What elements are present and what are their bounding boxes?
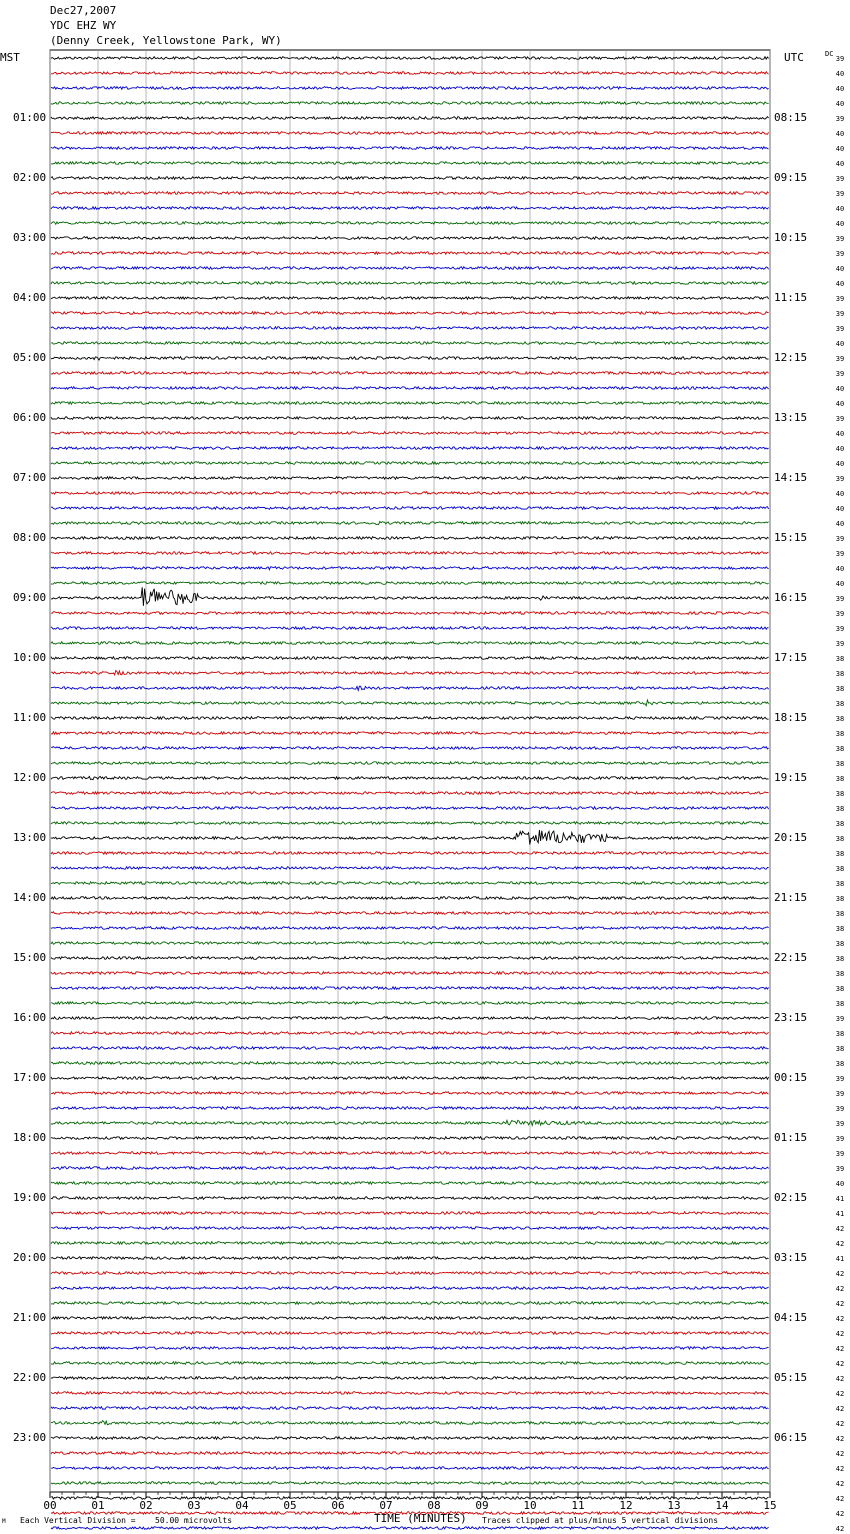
dc-offset-value: 40	[835, 565, 845, 573]
dc-offset-value: 38	[835, 655, 845, 663]
dc-offset-value: 39	[835, 475, 845, 483]
dc-offset-value: 42	[835, 1240, 845, 1248]
trace-row-8	[51, 177, 769, 180]
dc-offset-value: 42	[835, 1225, 845, 1233]
dc-offset-value: 38	[835, 685, 845, 693]
right-hour-label: 02:15	[774, 1191, 808, 1204]
trace-row-89	[51, 1392, 769, 1395]
trace-row-1	[51, 72, 769, 75]
dc-offset-value: 42	[835, 1270, 845, 1278]
dc-offset-value: 39	[835, 1105, 845, 1113]
trace-row-9	[51, 192, 769, 195]
dc-offset-value: 38	[835, 865, 845, 873]
dc-offset-value: 39	[835, 415, 845, 423]
trace-row-60	[51, 957, 769, 960]
left-hour-label: 01:00	[13, 111, 47, 124]
dc-offset-value: 42	[835, 1450, 845, 1458]
dc-offset-value: 39	[835, 175, 845, 183]
dc-offset-value: 42	[835, 1435, 845, 1443]
dc-offset-value: 38	[835, 1045, 845, 1053]
dc-offset-value: 38	[835, 745, 845, 753]
dc-offset-value: 40	[835, 490, 845, 498]
dc-offset-value: 39	[835, 535, 845, 543]
right-hour-label: 13:15	[774, 411, 808, 424]
trace-row-77	[51, 1212, 769, 1215]
dc-offset-value: 40	[835, 340, 845, 348]
dc-offset-value: 40	[835, 85, 845, 93]
trace-row-88	[51, 1377, 769, 1380]
trace-row-83	[51, 1302, 769, 1305]
trace-row-94	[51, 1467, 769, 1470]
dc-offset-value: 38	[835, 880, 845, 888]
dc-offset-value: 40	[835, 280, 845, 288]
left-hour-label: 18:00	[13, 1131, 47, 1144]
dc-offset-value: 38	[835, 715, 845, 723]
trace-row-87	[51, 1362, 769, 1365]
x-tick-label-05: 05	[283, 1499, 297, 1512]
trace-row-46	[51, 747, 769, 750]
dc-offset-value: 38	[835, 985, 845, 993]
right-hour-label: 09:15	[774, 171, 808, 184]
dc-offset-value: 39	[835, 235, 845, 243]
dc-offset-value: 39	[835, 250, 845, 258]
x-tick-label-15: 15	[763, 1499, 777, 1512]
trace-row-41	[51, 671, 769, 675]
dc-offset-value: 38	[835, 805, 845, 813]
left-hour-label: 12:00	[13, 771, 47, 784]
trace-row-24	[51, 417, 769, 420]
dc-offset-value: 38	[835, 850, 845, 858]
trace-row-50	[51, 807, 769, 810]
dc-offset-value: 38	[835, 970, 845, 978]
dc-offset-value: 40	[835, 1180, 845, 1188]
left-hour-label: 10:00	[13, 651, 47, 664]
dc-offset-value: 40	[835, 220, 845, 228]
dc-offset-value: 39	[835, 370, 845, 378]
trace-row-57	[51, 912, 769, 915]
dc-offset-value: 39	[835, 295, 845, 303]
corner-mark: M	[2, 1518, 6, 1525]
trace-row-36	[51, 587, 769, 606]
right-hour-label: 03:15	[774, 1251, 808, 1264]
trace-row-10	[51, 207, 769, 210]
trace-row-14	[51, 267, 769, 270]
trace-row-11	[51, 222, 769, 225]
dc-offset-value: 38	[835, 760, 845, 768]
chart-date: Dec27,2007	[50, 4, 117, 17]
left-hour-label: 02:00	[13, 171, 47, 184]
trace-row-56	[51, 897, 769, 900]
dc-offset-value: 39	[835, 625, 845, 633]
dc-offset-value: 42	[835, 1285, 845, 1293]
trace-row-93	[51, 1452, 769, 1455]
trace-row-68	[51, 1077, 769, 1080]
dc-offset-value: 40	[835, 430, 845, 438]
dc-offset-value: 40	[835, 385, 845, 393]
dc-offset-value: 42	[835, 1390, 845, 1398]
dc-offset-value: 42	[835, 1510, 845, 1518]
dc-offset-value: 39	[835, 355, 845, 363]
trace-row-74	[51, 1167, 769, 1170]
dc-offset-value: 40	[835, 400, 845, 408]
trace-row-51	[51, 822, 769, 825]
left-hour-label: 16:00	[13, 1011, 47, 1024]
dc-offset-value: 42	[835, 1420, 845, 1428]
trace-row-92	[51, 1437, 769, 1440]
trace-row-4	[51, 117, 769, 120]
left-hour-label: 21:00	[13, 1311, 47, 1324]
dc-offset-value: 40	[835, 445, 845, 453]
dc-offset-value: 42	[835, 1465, 845, 1473]
trace-row-47	[51, 762, 769, 765]
x-tick-label-13: 13	[667, 1499, 681, 1512]
trace-row-13	[51, 252, 769, 255]
trace-row-63	[51, 1002, 769, 1005]
dc-offset-value: 38	[835, 940, 845, 948]
dc-offset-value: 39	[835, 1090, 845, 1098]
dc-offset-value: 38	[835, 895, 845, 903]
trace-row-32	[51, 537, 769, 540]
dc-offset-value: 40	[835, 130, 845, 138]
trace-row-44	[51, 717, 769, 720]
dc-offset-value: 38	[835, 775, 845, 783]
dc-offset-value: 38	[835, 730, 845, 738]
trace-row-80	[51, 1257, 769, 1260]
trace-row-81	[51, 1272, 769, 1275]
trace-row-12	[51, 237, 769, 240]
trace-row-2	[51, 87, 769, 90]
x-tick-label-03: 03	[187, 1499, 201, 1512]
right-hour-label: 10:15	[774, 231, 808, 244]
x-tick-label-01: 01	[91, 1499, 105, 1512]
dc-offset-value: 38	[835, 955, 845, 963]
trace-row-96	[51, 1497, 769, 1500]
trace-row-35	[51, 582, 769, 585]
right-hour-label: 17:15	[774, 651, 808, 664]
dc-offset-value: 39	[835, 1150, 845, 1158]
left-hour-label: 19:00	[13, 1191, 47, 1204]
trace-row-29	[51, 492, 769, 495]
left-hour-label: 20:00	[13, 1251, 47, 1264]
trace-row-86	[51, 1347, 769, 1350]
dc-offset-value: 39	[835, 325, 845, 333]
trace-row-42	[51, 686, 769, 690]
left-timezone-label: MST	[0, 51, 20, 64]
dc-offset-value: 38	[835, 790, 845, 798]
dc-offset-value: 41	[835, 1255, 845, 1263]
left-hour-label: 03:00	[13, 231, 47, 244]
plot-frame	[50, 50, 770, 1492]
x-tick-label-11: 11	[571, 1499, 585, 1512]
dc-offset-value: 42	[835, 1330, 845, 1338]
right-hour-label: 23:15	[774, 1011, 808, 1024]
dc-offset-value: 39	[835, 1165, 845, 1173]
left-hour-label: 15:00	[13, 951, 47, 964]
dc-offset-value: 40	[835, 460, 845, 468]
trace-row-0	[51, 57, 769, 60]
right-hour-label: 20:15	[774, 831, 808, 844]
x-tick-label-14: 14	[715, 1499, 729, 1512]
trace-row-62	[51, 987, 769, 990]
trace-row-34	[51, 567, 769, 570]
x-tick-label-02: 02	[139, 1499, 153, 1512]
x-tick-label-07: 07	[379, 1499, 393, 1512]
dc-offset-value: 39	[835, 1135, 845, 1143]
trace-row-3	[51, 102, 769, 105]
dc-offset-value: 42	[835, 1495, 845, 1503]
trace-row-40	[51, 657, 769, 660]
dc-offset-value: 41	[835, 1210, 845, 1218]
dc-offset-value: 39	[835, 310, 845, 318]
station-code: YDC EHZ WY	[50, 19, 117, 32]
trace-row-23	[51, 402, 769, 405]
left-hour-label: 22:00	[13, 1371, 47, 1384]
dc-offset-value: 42	[835, 1345, 845, 1353]
dc-offset-value: 42	[835, 1375, 845, 1383]
trace-row-15	[51, 282, 769, 285]
dc-offset-value: 38	[835, 835, 845, 843]
trace-row-61	[51, 972, 769, 975]
right-hour-label: 18:15	[774, 711, 808, 724]
x-tick-label-10: 10	[523, 1499, 537, 1512]
dc-offset-value: 38	[835, 700, 845, 708]
dc-offset-value: 39	[835, 1120, 845, 1128]
dc-offset-value: 39	[835, 1015, 845, 1023]
trace-row-45	[51, 732, 769, 735]
dc-offset-value: 42	[835, 1315, 845, 1323]
trace-row-64	[51, 1017, 769, 1020]
dc-offset-value: 40	[835, 70, 845, 78]
dc-offset-value: 38	[835, 820, 845, 828]
trace-row-91	[51, 1421, 769, 1425]
trace-row-71	[51, 1120, 769, 1125]
dc-offset-value: 40	[835, 580, 845, 588]
dc-offset-value: 42	[835, 1360, 845, 1368]
trace-row-6	[51, 147, 769, 150]
trace-row-18	[51, 327, 769, 330]
right-hour-label: 04:15	[774, 1311, 808, 1324]
trace-row-70	[51, 1107, 769, 1110]
right-hour-label: 12:15	[774, 351, 808, 364]
trace-row-27	[51, 462, 769, 465]
trace-row-84	[51, 1317, 769, 1320]
dc-offset-value: 40	[835, 100, 845, 108]
dc-offset-value: 39	[835, 55, 845, 63]
left-hour-label: 14:00	[13, 891, 47, 904]
left-hour-label: 09:00	[13, 591, 47, 604]
trace-row-48	[51, 776, 769, 779]
right-hour-label: 00:15	[774, 1071, 808, 1084]
right-hour-label: 05:15	[774, 1371, 808, 1384]
dc-offset-value: 39	[835, 1075, 845, 1083]
x-axis-title: TIME (MINUTES)	[374, 1512, 467, 1525]
dc-offset-value: 39	[835, 115, 845, 123]
trace-row-73	[51, 1152, 769, 1155]
left-hour-label: 11:00	[13, 711, 47, 724]
left-hour-label: 08:00	[13, 531, 47, 544]
right-hour-label: 11:15	[774, 291, 808, 304]
dc-offset-value: 41	[835, 1195, 845, 1203]
trace-row-30	[51, 507, 769, 510]
dc-offset-value: 39	[835, 610, 845, 618]
dc-offset-value: 38	[835, 925, 845, 933]
right-hour-label: 06:15	[774, 1431, 808, 1444]
left-hour-label: 17:00	[13, 1071, 47, 1084]
right-hour-label: 16:15	[774, 591, 808, 604]
vertical-scale-value: 50.00 microvolts	[155, 1516, 233, 1525]
left-hour-label: 07:00	[13, 471, 47, 484]
trace-row-38	[51, 627, 769, 630]
trace-row-98	[51, 1527, 769, 1530]
dc-offset-value: 40	[835, 505, 845, 513]
trace-row-31	[51, 522, 769, 525]
right-hour-label: 14:15	[774, 471, 808, 484]
trace-row-7	[51, 162, 769, 165]
trace-row-25	[51, 432, 769, 435]
trace-row-53	[51, 852, 769, 855]
left-hour-label: 04:00	[13, 291, 47, 304]
left-hour-label: 05:00	[13, 351, 47, 364]
vertical-scale-label: Each Vertical Division =	[20, 1516, 136, 1525]
right-hour-label: 01:15	[774, 1131, 808, 1144]
dc-offset-value: 42	[835, 1300, 845, 1308]
right-hour-label: 21:15	[774, 891, 808, 904]
trace-row-59	[51, 942, 769, 945]
trace-row-95	[51, 1482, 769, 1485]
trace-row-52	[51, 830, 769, 845]
dc-offset-value: 38	[835, 1060, 845, 1068]
trace-row-55	[51, 882, 769, 885]
trace-row-19	[51, 342, 769, 345]
trace-row-5	[51, 132, 769, 135]
dc-offset-value: 40	[835, 145, 845, 153]
trace-row-78	[51, 1227, 769, 1230]
dc-offset-value: 39	[835, 595, 845, 603]
x-tick-label-12: 12	[619, 1499, 633, 1512]
dc-offset-value: 42	[835, 1405, 845, 1413]
right-hour-label: 22:15	[774, 951, 808, 964]
trace-row-26	[51, 447, 769, 450]
dc-offset-header: DC	[825, 50, 834, 58]
x-tick-label-06: 06	[331, 1499, 345, 1512]
trace-row-90	[51, 1407, 769, 1410]
dc-offset-value: 39	[835, 640, 845, 648]
dc-offset-value: 40	[835, 160, 845, 168]
dc-offset-value: 39	[835, 190, 845, 198]
trace-row-75	[51, 1182, 769, 1185]
trace-row-16	[51, 297, 769, 300]
trace-row-72	[51, 1137, 769, 1140]
trace-row-22	[51, 387, 769, 390]
dc-offset-value: 42	[835, 1480, 845, 1488]
trace-row-69	[51, 1092, 769, 1095]
trace-row-76	[51, 1197, 769, 1200]
x-tick-label-04: 04	[235, 1499, 249, 1512]
trace-row-21	[51, 372, 769, 375]
trace-row-65	[51, 1032, 769, 1035]
left-hour-label: 13:00	[13, 831, 47, 844]
dc-offset-value: 38	[835, 1000, 845, 1008]
x-tick-label-09: 09	[475, 1499, 489, 1512]
trace-row-17	[51, 312, 769, 315]
right-hour-label: 19:15	[774, 771, 808, 784]
trace-row-54	[51, 867, 769, 870]
right-hour-label: 08:15	[774, 111, 808, 124]
trace-row-20	[51, 357, 769, 360]
dc-offset-value: 40	[835, 265, 845, 273]
trace-row-58	[51, 927, 769, 930]
trace-row-82	[51, 1287, 769, 1290]
right-hour-label: 15:15	[774, 531, 808, 544]
trace-row-49	[51, 792, 769, 795]
dc-offset-value: 40	[835, 520, 845, 528]
trace-row-67	[51, 1062, 769, 1065]
right-timezone-label: UTC	[784, 51, 804, 64]
left-hour-label: 06:00	[13, 411, 47, 424]
dc-offset-value: 38	[835, 910, 845, 918]
trace-row-43	[51, 700, 769, 706]
trace-row-37	[51, 612, 769, 615]
dc-offset-value: 38	[835, 1030, 845, 1038]
x-tick-label-00: 00	[43, 1499, 57, 1512]
trace-row-39	[51, 642, 769, 645]
trace-row-33	[51, 552, 769, 555]
trace-row-28	[51, 477, 769, 480]
x-tick-label-08: 08	[427, 1499, 441, 1512]
dc-offset-value: 39	[835, 550, 845, 558]
dc-offset-value: 40	[835, 205, 845, 213]
dc-offset-value: 42	[835, 1525, 845, 1533]
trace-row-66	[51, 1047, 769, 1050]
trace-row-85	[51, 1332, 769, 1335]
dc-offset-value: 38	[835, 670, 845, 678]
clipping-note: Traces clipped at plus/minus 5 vertical divisions	[482, 1516, 719, 1525]
trace-row-79	[51, 1242, 769, 1245]
station-location: (Denny Creek, Yellowstone Park, WY)	[50, 34, 282, 47]
left-hour-label: 23:00	[13, 1431, 47, 1444]
